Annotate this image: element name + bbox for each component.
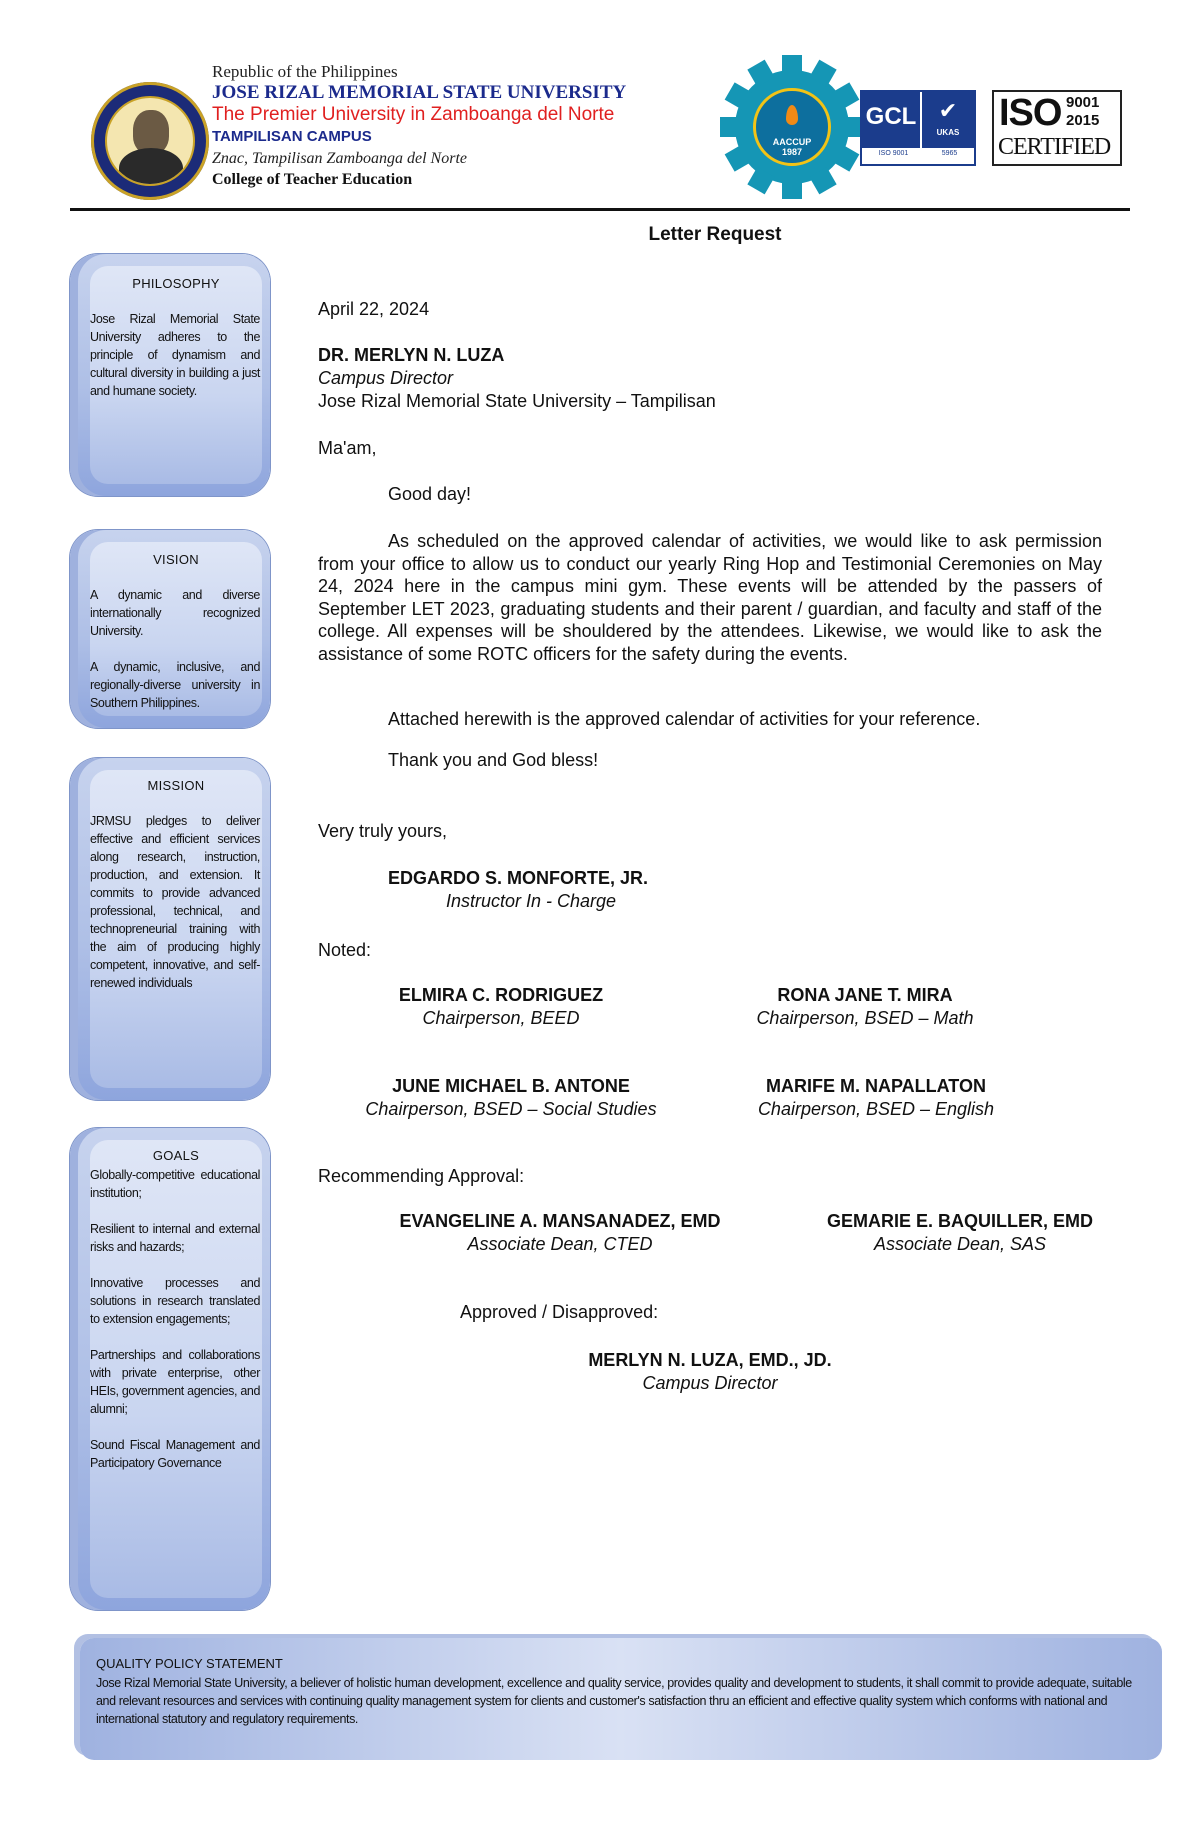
sender-name: EDGARDO S. MONFORTE, JR. (388, 868, 649, 888)
aaccup-logo (735, 70, 849, 184)
iso-certified-text: CERTIFIED (998, 134, 1111, 160)
noted-label: Noted: (318, 940, 372, 960)
noted-name-4: MARIFE M. NAPALLATON (766, 1076, 986, 1096)
noted-title-4: Chairperson, BSED – English (757, 1099, 995, 1119)
republic-text: Republic of the Philippines (212, 62, 398, 81)
philosophy-text: Jose Rizal Memorial State University adheres to the principle of dynamism and cultural diversity in building a just and humane society. (90, 312, 260, 398)
noted-name-3: JUNE MICHAEL B. ANTONE (392, 1076, 630, 1096)
body-paragraph-1: As scheduled on the approved calendar of activities, we would like to ask permission from your office to allow us to conduct our yearly Ring Hop and Testimonial Ceremonies on May 24, 2024 here in the campus mini gym. These events will be attended by the passers of September LET 2023, graduating students and their parent / guardian, and faculty and staff of the college. All expenses will be shouldered by the attendees. Likewise, we would like to ask the assistance of some ROTC officers for the safety during the events. (318, 531, 1102, 664)
goals-box (70, 1128, 270, 1610)
gcl-label: GCL (862, 92, 920, 148)
goal-item: Resilient to internal and external risks and hazards; (90, 1222, 260, 1254)
goals-title: GOALS (152, 1148, 200, 1163)
noted-title-3: Chairperson, BSED – Social Studies (365, 1099, 657, 1119)
recommending-name-2: GEMARIE E. BAQUILLER, EMD (826, 1211, 1093, 1231)
approver-name: MERLYN N. LUZA, EMD., JD. (588, 1350, 832, 1370)
document-title: Letter Request (648, 224, 782, 245)
university-seal (91, 82, 209, 200)
goal-item: Sound Fiscal Management and Participatory Governance (90, 1438, 260, 1470)
body-paragraph-2: Attached herewith is the approved calendar of activities for your reference. (388, 709, 981, 729)
noted-title-1: Chairperson, BEED (422, 1008, 580, 1028)
iso-num2: 2015 (1066, 112, 1100, 129)
aaccup-year: 1987 (781, 147, 803, 157)
iso-certified-logo (992, 90, 1122, 166)
recipient-title: Campus Director (318, 368, 454, 388)
noted-name-1: ELMIRA C. RODRIGUEZ (398, 985, 604, 1005)
university-tagline: The Premier University in Zamboanga del Norte (212, 104, 615, 125)
aaccup-label: AACCUP (772, 137, 812, 147)
recommending-name-1: EVANGELINE A. MANSANADEZ, EMD (399, 1211, 721, 1231)
goal-item: Globally-competitive educational institution; (90, 1168, 260, 1200)
noted-name-2: RONA JANE T. MIRA (777, 985, 953, 1005)
sender-title: Instructor In - Charge (445, 891, 617, 911)
approver-title: Campus Director (642, 1373, 778, 1393)
vision-title: VISION (153, 552, 199, 567)
college-name: College of Teacher Education (212, 171, 413, 188)
vision-box (70, 530, 270, 728)
letter-date: April 22, 2024 (318, 299, 430, 319)
quality-policy-box (80, 1638, 1162, 1760)
header-divider (70, 208, 1130, 211)
recommending-label: Recommending Approval: (318, 1166, 525, 1186)
iso-label: ISO (999, 92, 1062, 134)
greeting: Good day! (388, 484, 472, 504)
gcl-ukas-logo (860, 90, 976, 166)
quality-policy-title: QUALITY POLICY STATEMENT (96, 1656, 283, 1671)
gcl-iso-right: 5965 (941, 150, 958, 157)
approval-label: Approved / Disapproved: (460, 1302, 659, 1322)
closing: Very truly yours, (318, 821, 448, 841)
campus-address: Znac, Tampilisan Zamboanga del Norte (212, 150, 467, 167)
recommending-title-2: Associate Dean, SAS (873, 1234, 1047, 1254)
vision-text-1: A dynamic and diverse internationally recognized University. (90, 588, 260, 638)
campus-name: TAMPILISAN CAMPUS (212, 128, 372, 145)
salutation: Ma'am, (318, 438, 377, 458)
check-crown-icon: ✔ (922, 92, 974, 148)
university-name: JOSE RIZAL MEMORIAL STATE UNIVERSITY (212, 82, 627, 103)
mission-box (70, 758, 270, 1100)
mission-text: JRMSU pledges to deliver effective and efficient services along research, instruction, production, and extension. It commits to provide advanced professional, technical, and technopreneurial training with the aim of producing highly competent, innovative, and self-renewed individuals (90, 814, 260, 990)
philosophy-box (70, 254, 270, 496)
mission-title: MISSION (147, 778, 205, 793)
gcl-iso-left: ISO 9001 (878, 150, 909, 157)
recipient-name: DR. MERLYN N. LUZA (318, 345, 505, 365)
thanks-line: Thank you and God bless! (388, 750, 599, 770)
ukas-label: UKAS (936, 128, 960, 137)
goal-item: Partnerships and collaborations with private enterprise, other HEIs, government agencies, and alumni; (90, 1348, 260, 1416)
iso-num1: 9001 (1066, 94, 1100, 111)
recommending-title-1: Associate Dean, CTED (467, 1234, 653, 1254)
vision-text-2: A dynamic, inclusive, and regionally-diverse university in Southern Philippines. (90, 660, 260, 710)
recipient-org: Jose Rizal Memorial State University – Tampilisan (318, 391, 716, 411)
goal-item: Innovative processes and solutions in research translated to extension engagements; (90, 1276, 260, 1326)
philosophy-title: PHILOSOPHY (132, 276, 220, 291)
noted-title-2: Chairperson, BSED – Math (756, 1008, 974, 1028)
quality-policy-text: Jose Rizal Memorial State University, a believer of holistic human development, excellence and quality service, provides quality and development to students, it shall commit to provide adequate, suitable and relevant resources and services with continuing quality management system for clients and customer's satisfaction thru an efficient and effective quality system which conforms with national and international statutory and regulatory requirements. (96, 1676, 1132, 1726)
